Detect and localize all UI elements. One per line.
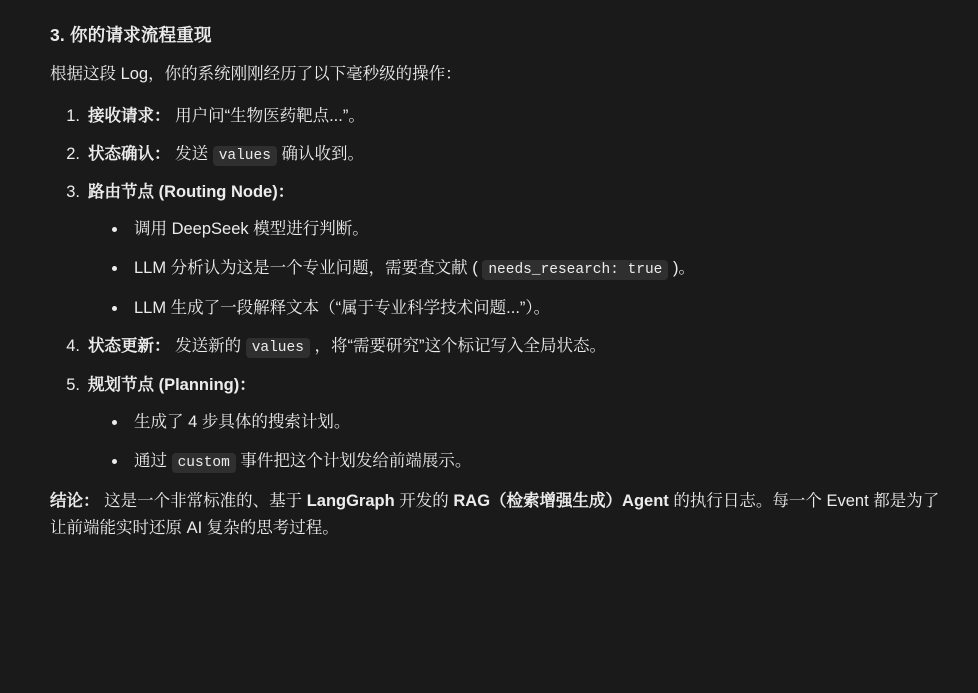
sub-item-text-before: LLM 分析认为这是一个专业问题，需要查文献 ( [134, 258, 478, 277]
conclusion-part3: 的执行日志。每一个 Event 都是为了让前端能实时还原 AI 复杂的思考过程。 [50, 492, 940, 538]
intro-paragraph: 根据这段 Log，你的系统刚刚经历了以下毫秒级的操作： [50, 65, 462, 84]
conclusion-part2: 开发的 [394, 492, 454, 511]
sub-list [88, 410, 948, 475]
list-marker: 2. [66, 144, 80, 163]
step-label: 状态确认： [88, 144, 171, 163]
conclusion-label: 结论： [50, 492, 100, 511]
sub-item-text-before: 通过 [134, 451, 167, 470]
conclusion-strong-langgraph: LangGraph [306, 492, 395, 511]
bullet-icon [112, 306, 117, 311]
step-text-before: 发送新的 [175, 337, 242, 356]
list-marker: 3. [66, 183, 80, 202]
bullet-icon [112, 266, 117, 271]
list-item-content [88, 104, 948, 129]
step-text-before: 发送 [175, 144, 209, 163]
sub-item-text-after: 事件把这个计划发给前端展示。 [240, 451, 472, 470]
list-item-content [88, 142, 948, 168]
step-text: 用户问“生物医药靶点...”。 [175, 106, 365, 125]
list-item [88, 217, 948, 242]
page-title: 3. 你的请求流程重现 [50, 25, 212, 45]
conclusion-paragraph [50, 488, 948, 541]
bullet-icon [112, 420, 117, 425]
list-marker: 5. [66, 376, 80, 395]
list-item-content [88, 373, 948, 398]
sub-item-text-after: )。 [672, 258, 695, 277]
list-item [50, 373, 948, 474]
list-item [50, 104, 948, 129]
list-marker: 4. [66, 337, 80, 356]
inline-code: custom [172, 453, 236, 473]
list-item [50, 180, 948, 320]
list-item [50, 142, 948, 168]
step-text-after: ，将“需要研究”这个标记写入全局状态。 [314, 337, 606, 356]
list-item-content [88, 180, 948, 205]
sub-list [88, 217, 948, 320]
sub-item-text: 调用 DeepSeek 模型进行判断。 [134, 220, 369, 239]
list-item-content [88, 334, 948, 360]
list-item [50, 334, 948, 360]
sub-item-text: LLM 生成了一段解释文本（“属于专业科学技术问题...”）。 [134, 298, 551, 317]
list-marker: 1. [66, 106, 80, 125]
list-item [88, 296, 948, 321]
steps-list [50, 104, 948, 475]
step-label: 接收请求： [88, 106, 171, 125]
inline-code: values [246, 338, 310, 358]
conclusion-strong-rag: RAG（检索增强生成）Agent [453, 492, 669, 511]
list-item [88, 256, 948, 282]
step-label: 路由节点 (Routing Node)： [88, 183, 295, 202]
list-item [88, 410, 948, 435]
inline-code: values [213, 146, 277, 166]
sub-item-text: 生成了 4 步具体的搜索计划。 [134, 412, 351, 431]
conclusion-part1: 这是一个非常标准的、基于 [104, 492, 307, 511]
bullet-icon [112, 227, 117, 232]
inline-code: needs_research: true [482, 260, 668, 280]
step-label: 规划节点 (Planning)： [88, 376, 256, 395]
step-label: 状态更新： [88, 337, 171, 356]
bullet-icon [112, 459, 117, 464]
step-text-after: 确认收到。 [281, 144, 364, 163]
list-item [88, 449, 948, 475]
